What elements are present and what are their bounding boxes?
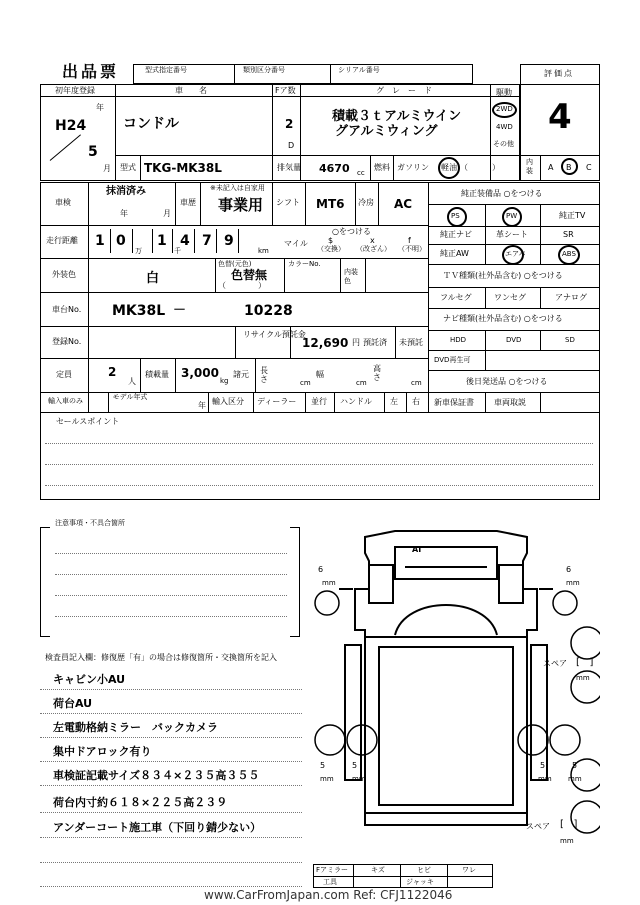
- load-unit: kg: [220, 377, 229, 385]
- spare-2-mm: mm: [560, 837, 574, 845]
- model-code-label: 型式指定番号: [145, 66, 187, 74]
- mileage-unit-km: km: [258, 247, 269, 255]
- fuel-label: 燃料: [374, 163, 390, 172]
- rating-value: 4: [548, 97, 572, 137]
- mileage-digit-2: 0: [116, 233, 126, 249]
- tread-rl2-mm: mm: [352, 775, 366, 783]
- mile-label: マイル: [284, 239, 308, 248]
- inspection-month-unit: 月: [163, 209, 171, 218]
- displacement-unit: cc: [357, 169, 365, 177]
- tread-fl: 6: [318, 565, 324, 574]
- exterior-label: 外装色: [52, 270, 76, 279]
- inspector-title: 検査員記入欄：修復歴「有」の場合は修復箇所・交換箇所を記入: [45, 653, 277, 662]
- equipment-title: 純正装備品 ○をつける: [461, 189, 543, 198]
- exterior-value: 白: [146, 271, 160, 286]
- import-type-label: 輸入区分: [212, 397, 244, 406]
- odo-opt3-top: f: [408, 236, 411, 245]
- tv-one-seg: ワンセグ: [494, 293, 526, 302]
- odo-opt2-top: x: [370, 236, 375, 245]
- legend-crack: ヒビ: [417, 866, 431, 874]
- tv-full-seg: フルセグ: [440, 293, 472, 302]
- after-warranty: 新車保証書: [434, 398, 474, 407]
- interior-c: C: [586, 163, 592, 172]
- tread-rr2-mm: mm: [568, 775, 582, 783]
- category-label: 類別区分番号: [243, 66, 285, 74]
- equip-ps: PS: [451, 212, 460, 220]
- after-title: 後日発送品 ○をつける: [466, 377, 548, 386]
- note-line-1: キャビン小AU: [53, 673, 126, 686]
- equip-leather: 革シート: [496, 230, 528, 239]
- navi-dvd: DVD: [506, 336, 522, 344]
- odo-opt1-top: $: [328, 236, 334, 245]
- load-value: 3,000: [181, 366, 219, 380]
- odo-opt2-bottom: （改ざん）: [356, 245, 391, 253]
- chassis-dash: －: [173, 303, 187, 318]
- repaint-label: 色替(元色): [218, 260, 252, 268]
- note-line-4: 集中ドアロック有り: [53, 745, 152, 758]
- chassis-label: 車台No.: [52, 305, 82, 314]
- spare-label-2: スペア: [526, 822, 550, 831]
- interior-b: B: [566, 163, 572, 172]
- tread-fr-mm: mm: [566, 579, 580, 587]
- page-title: 出品票: [62, 62, 120, 81]
- tread-rr1: 5: [540, 761, 546, 770]
- navi-type-title: ナビ種類(社外品含む) ○をつける: [443, 314, 563, 323]
- shift-label: シフト: [276, 198, 300, 207]
- repaint-paren: （ ）: [218, 281, 266, 290]
- doors-label: Fア数: [275, 86, 296, 95]
- dims-label: 諸元: [233, 370, 249, 379]
- width-cm: cm: [356, 379, 367, 387]
- car-name-value: コンドル: [123, 116, 179, 132]
- legend-tools: 工具: [323, 878, 337, 886]
- recycle-unpaid: 未預託: [399, 338, 423, 347]
- navi-hdd: HDD: [450, 336, 467, 344]
- drive-other: その他: [493, 140, 514, 148]
- import-parallel: 並行: [311, 397, 327, 406]
- capacity-label: 定員: [56, 370, 72, 379]
- legend-mirror: Fアミラー: [316, 866, 349, 874]
- first-reg-label: 初年度登録: [55, 86, 95, 95]
- footer-watermark: www.CarFromJapan.com Ref: CFJ1122046: [200, 889, 456, 901]
- interior-a: A: [548, 163, 554, 172]
- legend-jack: ジャッキ: [406, 878, 434, 886]
- mileage-digit-4: 4: [180, 233, 190, 249]
- tv-analog: アナログ: [555, 293, 587, 302]
- grade-line2: グアルミウィング: [335, 124, 438, 139]
- tread-fl-mm: mm: [322, 579, 336, 587]
- odo-opt1-bottom: （交換）: [317, 245, 345, 253]
- mileage-label: 走行距離: [46, 236, 78, 245]
- interior-color-label: 内装色: [344, 268, 358, 285]
- month-unit: 月: [103, 164, 111, 173]
- type-value: TKG-MK38L: [144, 161, 222, 175]
- handle-right: 右: [412, 397, 420, 406]
- doors-unit: D: [288, 141, 295, 150]
- mileage-unit-man: 万: [135, 247, 142, 255]
- spare-1-mm: mm: [576, 674, 590, 682]
- chassis-suffix: 10228: [244, 303, 293, 319]
- serial-label: シリアル番号: [338, 66, 380, 74]
- tread-rr2: 5: [572, 761, 578, 770]
- height-label: 高さ: [373, 364, 381, 382]
- equip-tv: 純正TV: [559, 211, 586, 220]
- interior-label: 内装: [526, 158, 533, 175]
- note-line-5: 車検証記載サイズ８３４×２３５高３５５: [53, 769, 260, 782]
- capacity-value: 2: [108, 365, 117, 379]
- mileage-digit-5: 7: [202, 233, 212, 249]
- sales-point-label: セールスポイント: [56, 417, 120, 426]
- tread-rl1-mm: mm: [320, 775, 334, 783]
- doors-value: 2: [285, 117, 294, 131]
- note-line-7: アンダーコート施工車（下回り錆少ない）: [53, 821, 262, 834]
- equip-navi: 純正ナビ: [440, 230, 472, 239]
- car-name-label: 車 名: [175, 86, 207, 95]
- fuel-paren: （ ）: [460, 163, 500, 172]
- inspection-value: 抹消済み: [106, 186, 146, 197]
- history-label: 車歴: [180, 198, 196, 207]
- import-dealer: ディーラー: [257, 397, 297, 406]
- recycle-paid: 預託済: [363, 338, 387, 347]
- recycle-value: 12,690: [302, 336, 349, 350]
- repaint-value: 色替無: [231, 268, 268, 282]
- mileage-digit-3: 1: [157, 233, 167, 249]
- load-label: 積載量: [145, 370, 169, 379]
- displacement-value: 4670: [319, 162, 350, 175]
- diagram-top-marker: AI: [412, 545, 422, 554]
- note-line-6: 荷台内寸約６１８×２２５高２３９: [53, 796, 228, 809]
- note-line-2: 荷台AU: [53, 697, 93, 710]
- shift-value: MT6: [316, 197, 345, 211]
- inspection-year-unit: 年: [120, 209, 128, 218]
- tread-rl1: 5: [320, 761, 326, 770]
- import-label: 輸入車のみ: [48, 397, 83, 405]
- after-manual: 車両取説: [494, 398, 526, 407]
- navi-sd: SD: [565, 336, 575, 344]
- displacement-label: 排気量: [277, 163, 301, 172]
- type-label: 型式: [120, 163, 136, 172]
- fuel-gasoline: ガソリン: [397, 163, 429, 172]
- equip-sr: SR: [563, 230, 574, 239]
- tv-type-title: ＴＶ種類(社外品含む) ○をつける: [443, 271, 563, 280]
- drive-2wd: 2WD: [496, 105, 513, 113]
- length-cm: cm: [300, 379, 311, 387]
- tread-fr: 6: [566, 565, 572, 574]
- inspection-label: 車検: [55, 198, 71, 207]
- history-note: ※未記入は自家用: [210, 184, 265, 192]
- mileage-digit-6: 9: [224, 233, 234, 249]
- capacity-unit: 人: [128, 377, 136, 386]
- year-unit: 年: [96, 103, 104, 112]
- dvd-play: DVD再生可: [434, 356, 471, 364]
- ac-value: AC: [394, 197, 413, 211]
- height-cm: cm: [411, 379, 422, 387]
- handle-label: ハンドル: [340, 397, 372, 406]
- equip-abs: ABS: [562, 250, 576, 258]
- model-year-label: モデル年式: [112, 393, 148, 401]
- grade-label: グ レ ー ド: [376, 86, 432, 95]
- spare-label-1: スペア: [543, 659, 567, 668]
- first-reg-month: 5: [88, 144, 98, 160]
- length-label: 長さ: [260, 366, 268, 384]
- recycle-label: リサイクル預託金: [243, 330, 306, 339]
- odo-opt3-bottom: （不明）: [398, 245, 426, 253]
- history-value: 事業用: [218, 196, 264, 214]
- mileage-digit-1: 1: [95, 233, 105, 249]
- rating-label: 評価点: [544, 69, 574, 78]
- tread-rl2: 5: [352, 761, 358, 770]
- drive-4wd: 4WD: [496, 123, 513, 131]
- notes-title: 注意事項・不具合箇所: [55, 519, 125, 527]
- equip-aw: 純正AW: [440, 249, 469, 258]
- color-no-label: カラーNo.: [288, 260, 321, 268]
- width-label: 幅: [316, 370, 324, 379]
- legend-break: ワレ: [462, 866, 476, 874]
- registration-label: 登録No.: [52, 337, 82, 346]
- legend-scratch: キズ: [371, 866, 385, 874]
- tread-rr1-mm: mm: [538, 775, 552, 783]
- grade-line1: 積載３ｔアルミウイン: [332, 109, 462, 124]
- equip-airbag: エアバ: [505, 250, 526, 258]
- first-reg-year: H24: [55, 118, 87, 134]
- note-line-3: 左電動格納ミラー バックカメラ: [53, 721, 218, 734]
- mileage-unit-sen: 千: [174, 247, 181, 255]
- ac-label: 冷房: [358, 198, 374, 207]
- model-year-unit: 年: [198, 401, 206, 410]
- fuel-diesel: 軽油: [441, 163, 457, 172]
- drive-label: 駆動: [496, 88, 512, 97]
- handle-left: 左: [390, 397, 398, 406]
- recycle-yen: 円: [352, 338, 360, 347]
- truck-diagram: [305, 525, 600, 865]
- chassis-prefix: MK38L: [112, 303, 166, 319]
- odometer-check-label: ○をつける: [332, 227, 371, 236]
- equip-pw: PW: [506, 212, 518, 220]
